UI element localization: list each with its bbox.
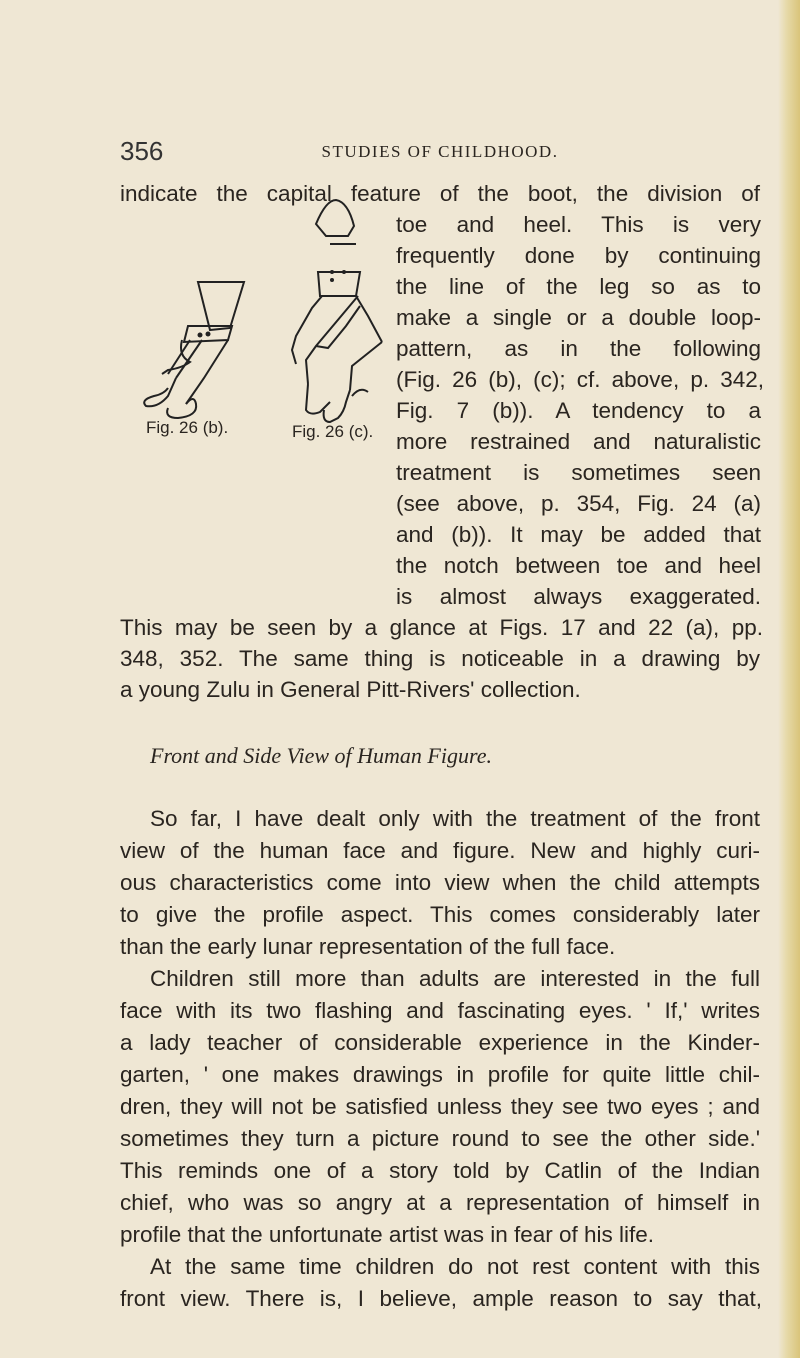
- text-line: dren, they will not be satisfied unless they see two eyes ; and: [120, 1094, 760, 1119]
- text-line: treatment is sometimes seen: [396, 460, 761, 485]
- figure-26c-drawing: [286, 196, 386, 434]
- text-line: toe and heel. This is very: [396, 212, 761, 237]
- text-line: (Fig. 26 (b), (c); cf. above, p. 342,: [396, 367, 764, 392]
- text-line: front view. There is, I believe, ample reason to say that,: [120, 1286, 762, 1311]
- text-line: sometimes they turn a picture round to see the other side.': [120, 1126, 760, 1151]
- text-line: ous characteristics come into view when the child attempts: [120, 870, 760, 895]
- text-line: chief, who was so angry at a representation of himself in: [120, 1190, 760, 1215]
- text-line: and (b)). It may be added that: [396, 522, 761, 547]
- text-line: This may be seen by a glance at Figs. 17 and 22 (a), pp.: [120, 615, 763, 640]
- figure-26b-caption: Fig. 26 (b).: [146, 418, 229, 437]
- text-line: is almost always exaggerated.: [396, 584, 761, 609]
- text-line: face with its two flashing and fascinating eyes. ' If,' writes: [120, 998, 760, 1023]
- text-line: garten, ' one makes drawings in profile for quite little chil-: [120, 1062, 760, 1087]
- text-line: a lady teacher of considerable experience in the Kinder-: [120, 1030, 760, 1055]
- text-line: view of the human face and figure. New and highly curi-: [120, 838, 760, 863]
- text-line: a young Zulu in General Pitt-Rivers' collection.: [120, 677, 581, 702]
- figure-26c-caption: Fig. 26 (c).: [292, 422, 374, 441]
- text-line: make a single or a double loop-: [396, 305, 761, 330]
- text-line: (see above, p. 354, Fig. 24 (a): [396, 491, 761, 516]
- text-line: Fig. 7 (b)). A tendency to a: [396, 398, 761, 423]
- text-line: So far, I have dealt only with the treatment of the front: [150, 806, 760, 831]
- text-line: the line of the leg so as to: [396, 274, 761, 299]
- text-line: the notch between toe and heel: [396, 553, 761, 578]
- figure-26b-drawing: [138, 278, 260, 428]
- page-number: 356: [120, 136, 164, 166]
- text-line: This reminds one of a story told by Catlin of the Indian: [120, 1158, 760, 1183]
- page-header: [120, 136, 760, 176]
- text-line: pattern, as in the following: [396, 336, 761, 361]
- text-line: profile that the unfortunate artist was in fear of his life.: [120, 1222, 655, 1247]
- text-line: indicate the capital feature of the boot, the division of: [120, 181, 760, 206]
- section-heading: Front and Side View of Human Figure.: [150, 743, 492, 768]
- text-line: to give the profile aspect. This comes considerably later: [120, 902, 760, 927]
- running-title: STUDIES OF CHILDHOOD.: [321, 142, 559, 161]
- text-line: more restrained and naturalistic: [396, 429, 761, 454]
- text-line: At the same time children do not rest content with this: [150, 1254, 760, 1279]
- page-edge: [778, 0, 800, 1358]
- text-line: 348, 352. The same thing is noticeable in a drawing by: [120, 646, 760, 671]
- text-line: than the early lunar representation of the full face.: [120, 934, 616, 959]
- text-line: Children still more than adults are interested in the full: [150, 966, 760, 991]
- text-line: frequently done by continuing: [396, 243, 761, 268]
